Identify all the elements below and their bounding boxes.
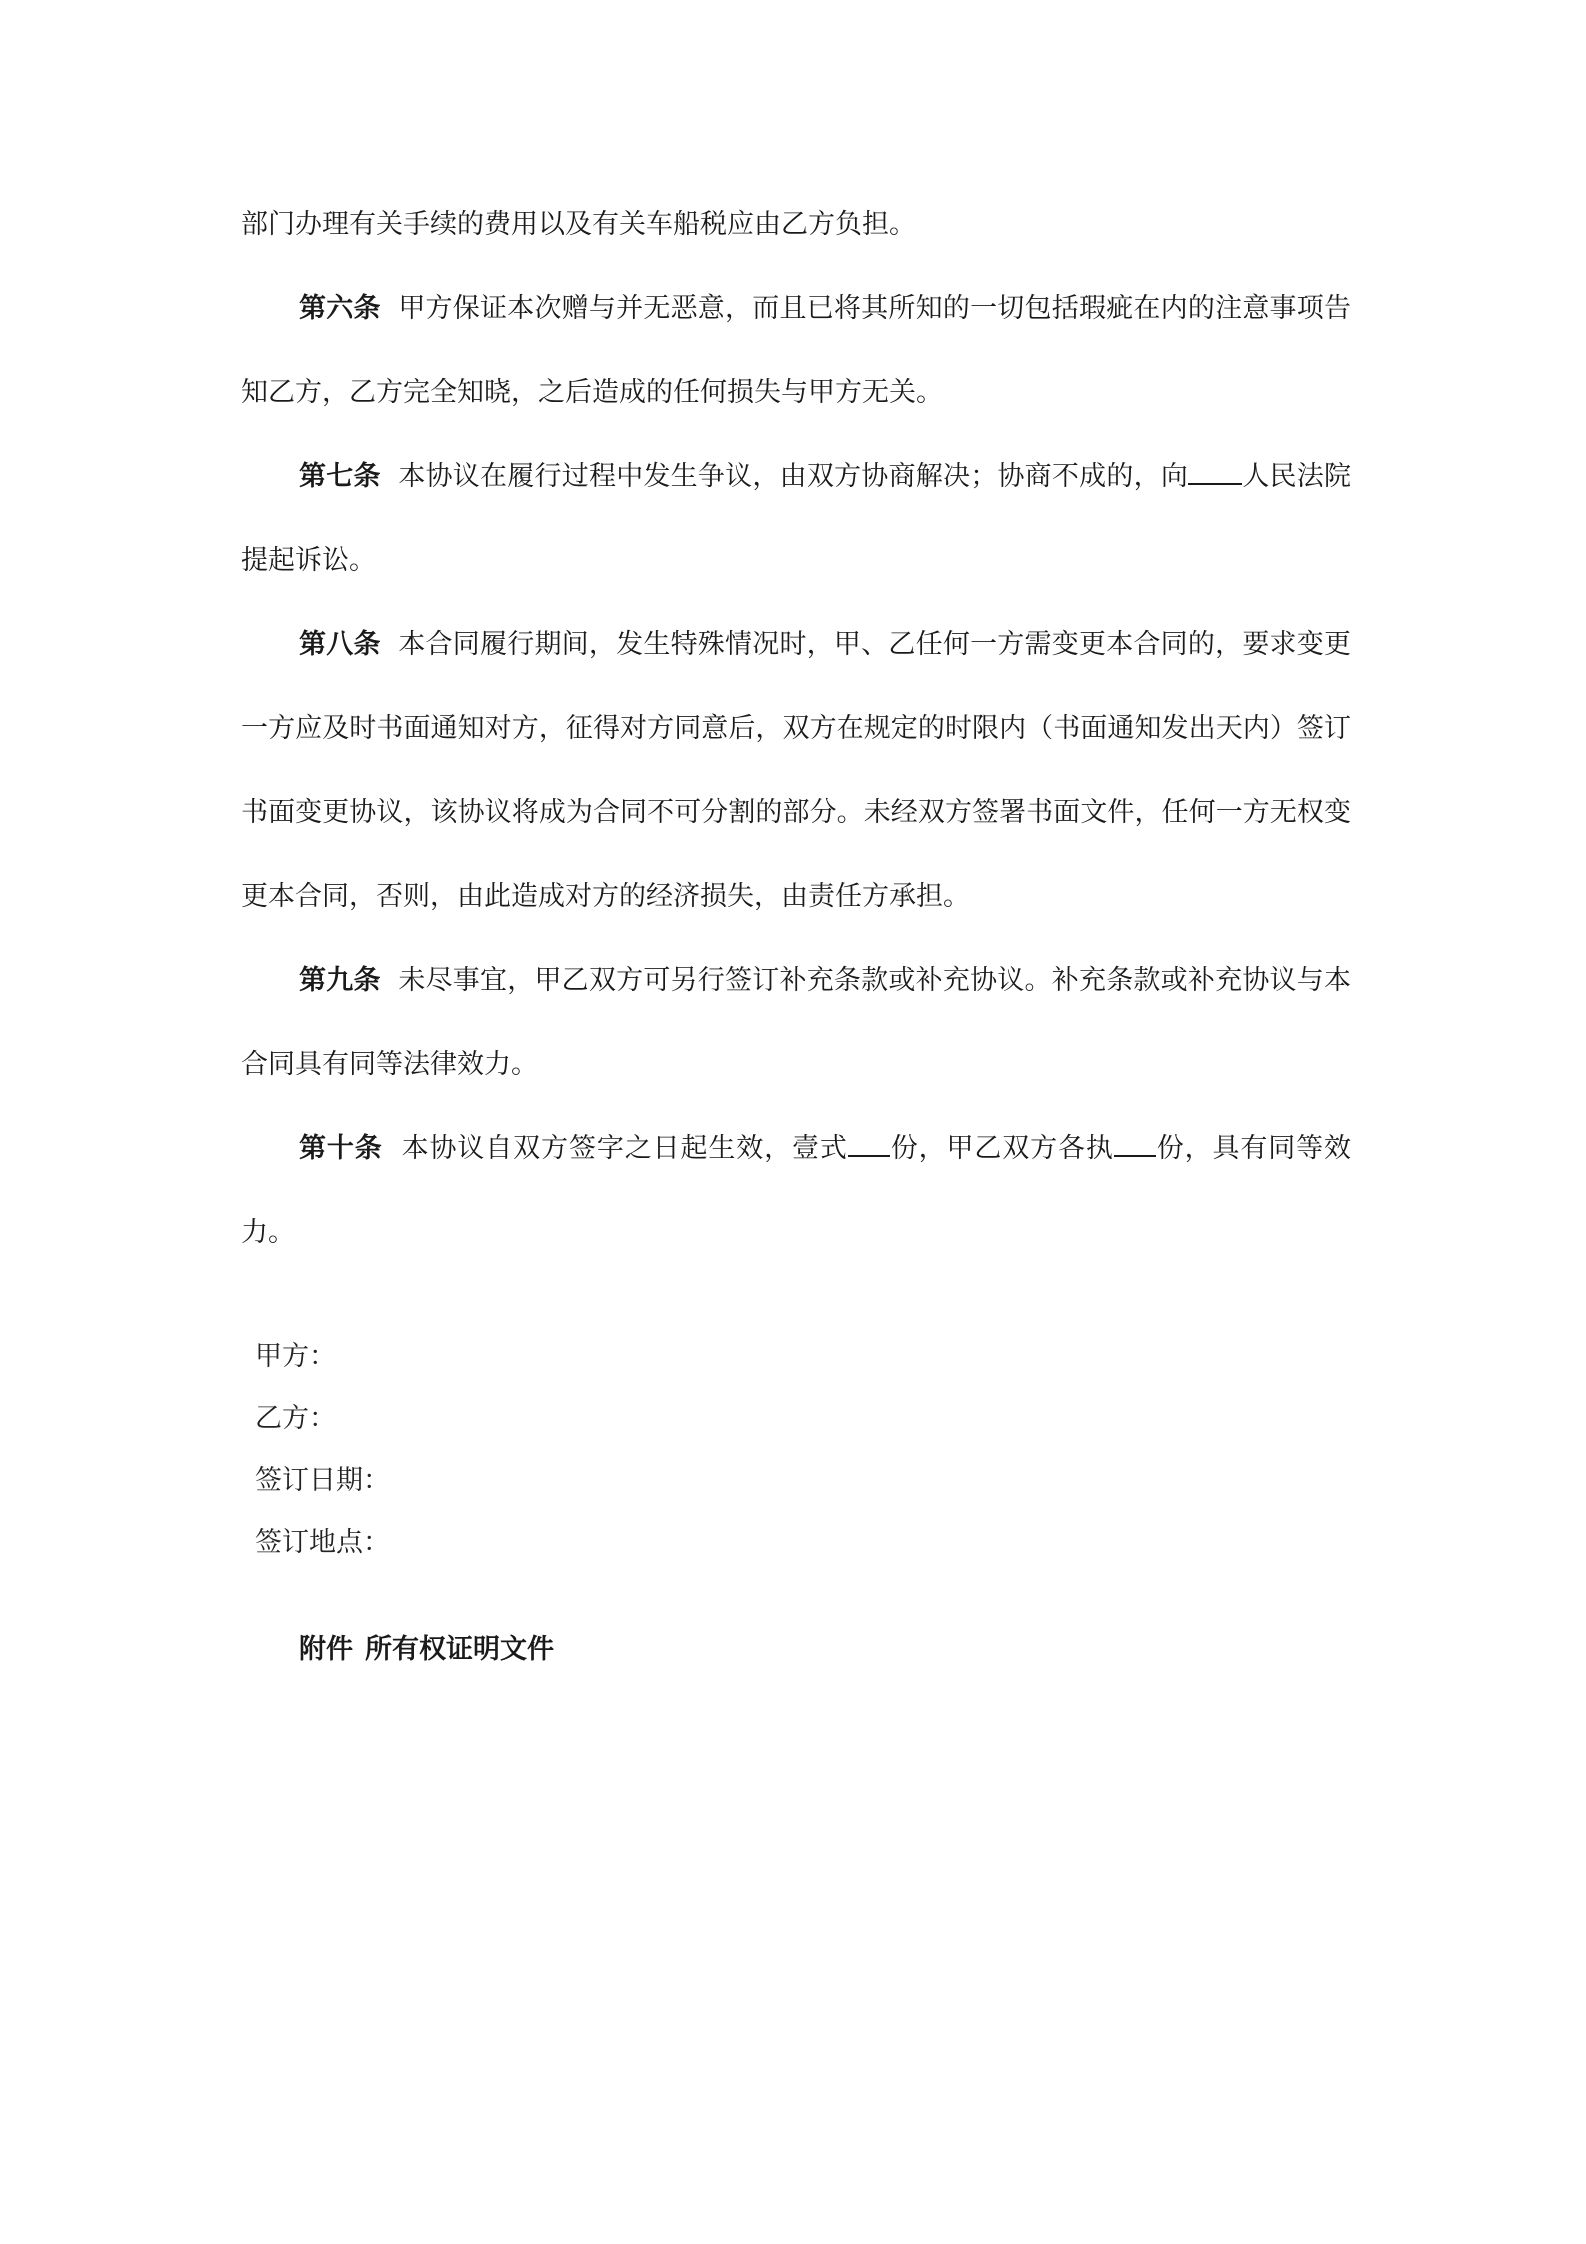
article-7 [241,435,1351,603]
article-9 [241,939,1351,1107]
article-8 [241,603,1351,939]
attachment-note [299,1630,554,1670]
article-10-text-part1: 本协议自双方签字之日起生效，壹式 [401,1133,848,1164]
signature-block [255,1326,390,1574]
article-8-label: 第八条 [299,629,381,660]
copies-each-blank [1114,1133,1156,1157]
article-6 [241,267,1351,435]
intro-fragment: 部门办理有关手续的费用以及有关车船税应由乙方负担。 [241,209,916,240]
article-6-label: 第六条 [299,293,381,324]
article-10-text-part2: 份，甲乙双方各执 [889,1133,1114,1164]
sign-place-line: 签订地点： [255,1527,390,1558]
article-6-text: 甲方保证本次赠与并无恶意，而且已将其所知的一切包括瑕疵在内的注意事项告知乙方，乙方完全知晓，之后造成的任何损失与甲方无关。 [241,293,1352,408]
attachment-title: 所有权证明文件 [365,1634,554,1665]
party-b-line: 乙方： [255,1403,336,1434]
copies-total-blank [848,1133,890,1157]
article-7-text-before-blank: 本协议在履行过程中发生争议，由双方协商解决；协商不成的，向 [398,461,1189,492]
article-7-text-after-blank: 人民法院提起诉讼。 [241,461,1352,576]
article-10-label: 第十条 [299,1133,383,1164]
court-name-blank [1188,461,1242,485]
article-8-text: 本合同履行期间，发生特殊情况时，甲、乙任何一方需变更本合同的，要求变更一方应及时书面通知对方，征得对方同意后，双方在规定的时限内（书面通知发出天内）签订书面变更协议，该协议将成为合同不可分割的部分。未经双方签署书面文件，任何一方无权变更本合同，否则，由此造成对方的经济损失，由责任方承担。 [241,629,1352,912]
article-9-label: 第九条 [299,965,381,996]
article-10-text-part3: 份，具有同等效力。 [241,1133,1352,1248]
party-a-line: 甲方： [255,1341,336,1372]
attachment-label: 附件 [299,1634,353,1665]
article-10 [241,1107,1351,1275]
contract-body [241,183,1351,1275]
article-9-text: 未尽事宜，甲乙双方可另行签订补充条款或补充协议。补充条款或补充协议与本合同具有同等法律效力。 [241,965,1352,1080]
article-7-label: 第七条 [299,461,381,492]
sign-date-line: 签订日期： [255,1465,390,1496]
